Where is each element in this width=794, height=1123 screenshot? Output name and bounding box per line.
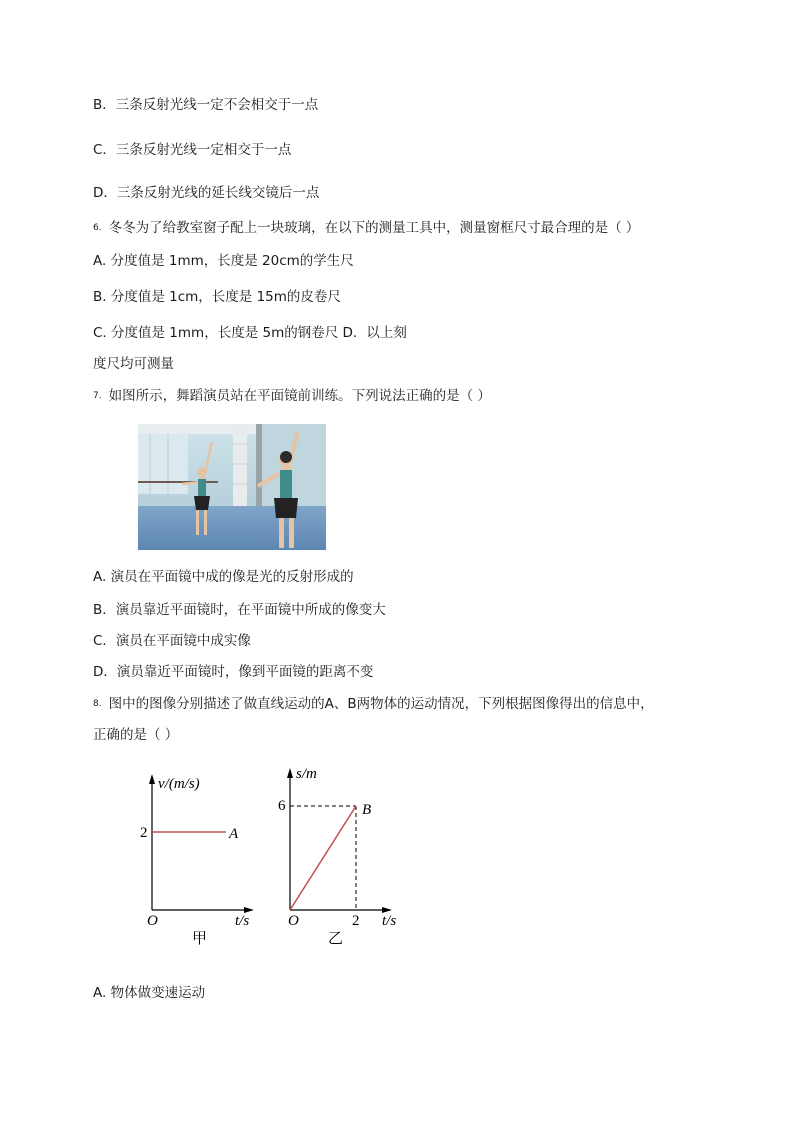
graph-yi-y-arrow <box>287 768 293 778</box>
q6-option-c-continued: 度尺均可测量 <box>93 356 174 372</box>
graph-yi-origin: O <box>288 913 299 929</box>
graph-jia-origin: O <box>147 913 158 929</box>
q7-option-c: C．演员在平面镜中成实像 <box>93 633 251 649</box>
graph-yi-curve-label: B <box>362 802 372 818</box>
q7-option-a: A. 演员在平面镜中成的像是光的反射形成的 <box>93 569 354 585</box>
graph-jia-caption: 甲 <box>192 931 208 947</box>
q5-option-b: B．三条反射光线一定不会相交于一点 <box>93 97 319 113</box>
graph-jia-y-arrow <box>149 774 155 784</box>
graph-yi-x-tick: 2 <box>352 913 360 929</box>
q6-option-c: C. 分度值是 1mm，长度是 5m的钢卷尺 D．以上刻 <box>93 325 407 341</box>
q7-option-b: B．演员靠近平面镜时，在平面镜中所成的像变大 <box>93 602 386 618</box>
graph-yi-s-t <box>272 760 412 950</box>
q8-stem-text: 图中的图像分别描述了做直线运动的A、B两物体的运动情况，下列根据图像得出的信息中， <box>108 696 654 712</box>
q7-number: 7. <box>93 391 102 401</box>
q7-stem-text: 如图所示，舞蹈演员站在平面镜前训练。下列说法正确的是（ ） <box>108 388 491 404</box>
dancer-mirror-illustration <box>138 424 326 550</box>
q8-option-a: A. 物体做变速运动 <box>93 985 206 1001</box>
q8-stem-continued: 正确的是（ ） <box>93 727 179 743</box>
graph-yi-line-b <box>290 806 356 910</box>
graph-yi-caption: 乙 <box>328 931 344 947</box>
graph-jia-y-tick: 2 <box>140 825 148 841</box>
q5-option-c: C．三条反射光线一定相交于一点 <box>93 142 292 158</box>
q6-number: 6. <box>93 223 102 233</box>
q7-option-d: D．演员靠近平面镜时，像到平面镜的距离不变 <box>93 664 374 680</box>
q6-option-a: A. 分度值是 1mm，长度是 20cm的学生尺 <box>93 253 354 269</box>
q6-stem-text: 冬冬为了给教室窗子配上一块玻璃，在以下的测量工具中，测量窗框尺寸最合理的是（ ） <box>108 220 640 236</box>
graph-jia-xlabel: t/s <box>235 913 250 929</box>
q8-number: 8. <box>93 699 102 709</box>
q6-option-b: B. 分度值是 1cm，长度是 15m的皮卷尺 <box>93 289 341 305</box>
graph-yi-xlabel: t/s <box>382 913 397 929</box>
graph-jia-ylabel: v/(m/s) <box>158 776 200 792</box>
dancer-mirror-photo <box>138 424 326 550</box>
q6-stem <box>93 219 639 237</box>
graph-yi-y-tick: 6 <box>278 798 286 814</box>
graph-yi-ylabel: s/m <box>296 766 317 782</box>
graph-jia-v-t <box>130 760 270 950</box>
q7-stem <box>93 387 491 405</box>
q8-stem <box>93 695 654 713</box>
q5-option-d: D．三条反射光线的延长线交镜后一点 <box>93 185 320 201</box>
graph-jia-curve-label: A <box>229 826 239 842</box>
